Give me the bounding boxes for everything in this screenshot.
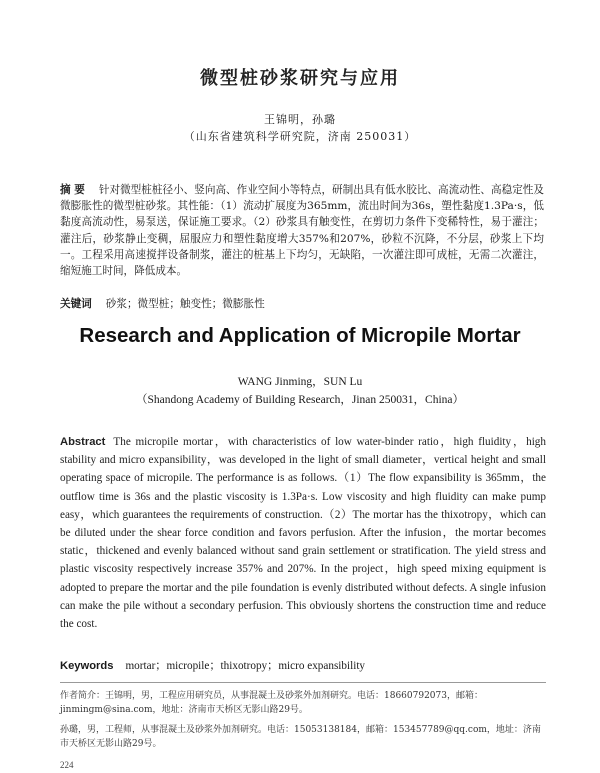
chinese-abstract-label: 摘 要 (60, 184, 85, 196)
english-affiliation: （Shandong Academy of Building Research，Jinan 250031，China） (135, 394, 465, 406)
page-number: 224 (60, 760, 74, 770)
chinese-authors: 王锦明，孙璐 (264, 113, 336, 126)
chinese-title: 微型桩砂浆研究与应用 (200, 68, 400, 89)
english-authors: WANG Jinming，SUN Lu (237, 376, 363, 388)
english-title: Research and Application of Micropile Mortar (79, 324, 521, 347)
chinese-keywords-label: 关键词 (60, 298, 92, 310)
english-abstract (60, 433, 546, 633)
footnote-divider (60, 682, 546, 683)
english-keywords-text: mortar；micropile；thixotropy；micro expansibility (125, 660, 366, 672)
english-abstract-text: The micropile mortar，with characteristics of low water-binder ratio，high fluidity，high stability and micro expansibility，was developed in the light of small diameter，vertical height and small operating space of micropile. The performance is as follows.（1）The flow expansibility is 365mm，the outflow time is 36s and the plastic viscosity is 1.3Pa·s. Low viscosity and high fluidity can make pump easy，which guarantees the requirements of construction.（2）The mortar has the thixotropy，which can be diluted under the shear force condition and favors perfusion. After the infusion，the mortar becomes static，thickened and evenly balanced without sand grain settlement or stratification. The yield stress and plastic viscosity respectively increase 357% and 207%. In the project，high speed mixing equipment is adopted to prepare the mortar and the pile foundation is evenly distributed without defects. A single infusion can make the pile without a secondary perfusion. This obviously shortens the construction time and reduce the cost. (60, 436, 546, 631)
english-abstract-label: Abstract (60, 436, 106, 448)
chinese-affiliation: （山东省建筑科学研究院，济南 250031） (183, 130, 417, 143)
footnote-author-2: 孙璐，男，工程师，从事混凝土及砂浆外加剂研究。电话：15053138184，邮箱：153457789@qq.com，地址：济南市天桥区无影山路29号。 (60, 725, 541, 749)
chinese-keywords-text: 砂浆；微型桩；触变性；微膨胀性 (105, 298, 265, 310)
chinese-abstract-text: 针对微型桩桩径小、竖向高、作业空间小等特点，研制出具有低水胶比、高流动性、高稳定性及微膨胀性的微型桩砂浆。其性能：（1）流动扩展度为365mm，流出时间为36s，塑性黏度1.3Pa·s，低黏度高流动性，易泵送，保证施工要求。（2）砂浆具有触变性，在剪切力条件下变稀特性，易于灌注；灌注后，砂浆静止变稠，屈服应力和塑性黏度增大357%和207%，砂粒不沉降，不分层，砂浆上下均一。工程采用高速搅拌设备制浆，灌注的桩基上下均匀，无缺陷，一次灌注即可成桩，无需二次灌注，缩短施工时间，降低成本。 (60, 184, 544, 278)
chinese-keywords (60, 296, 544, 312)
english-keywords-label: Keywords (60, 660, 114, 672)
english-keywords (60, 657, 546, 673)
footnote-author-1: 作者简介：王锦明，男，工程应用研究员，从事混凝土及砂浆外加剂研究。电话：18660792073，邮箱：jinmingm@sina.com，地址：济南市天桥区无影山路29号。 (60, 691, 483, 715)
chinese-abstract (60, 182, 544, 279)
